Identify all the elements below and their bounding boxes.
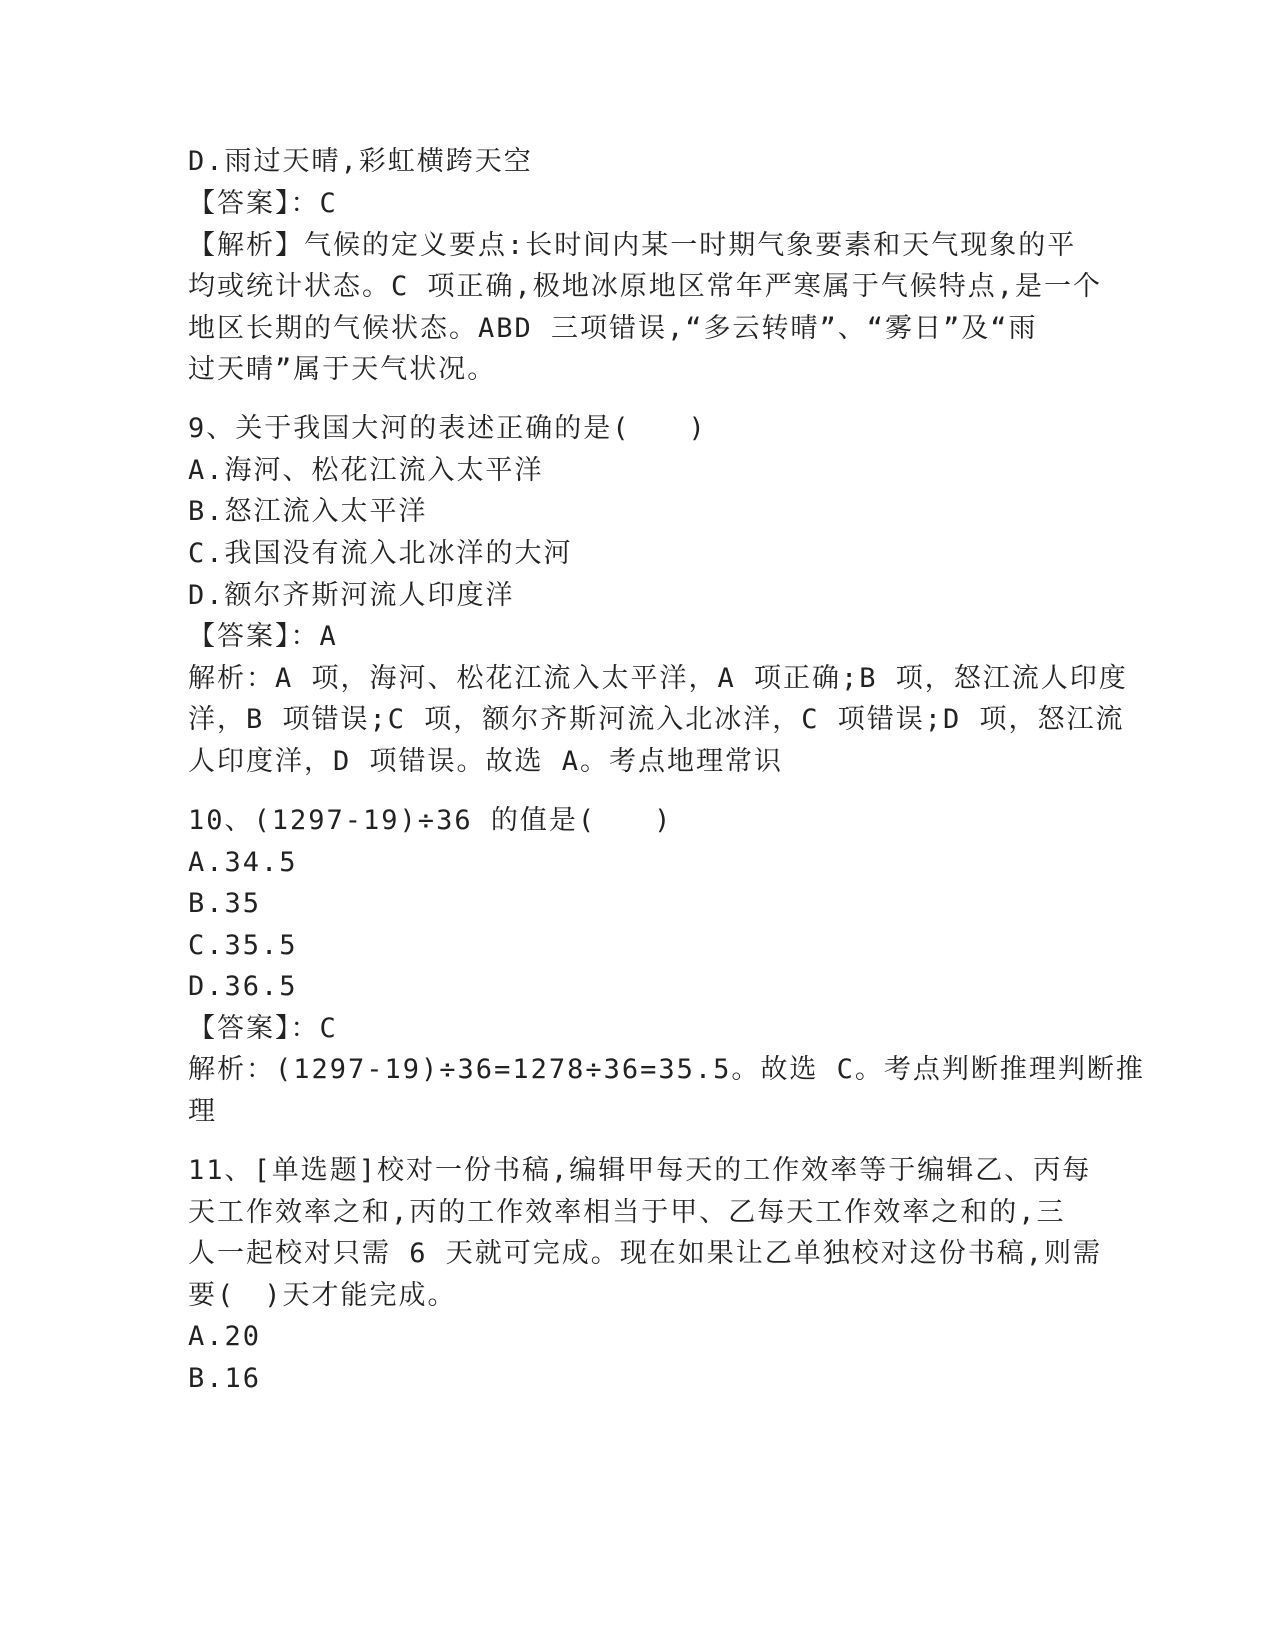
q8-explanation-line-3: 地区长期的气候状态。ABD 三项错误,“多云转晴”、“雾日”及“雨 [188, 313, 1038, 344]
q11-option-a: A.20 [188, 1321, 262, 1352]
q9-explanation-line-2: 洋，B 项错误;C 项，额尔齐斯河流入北冰洋，C 项错误;D 项，怒江流 [188, 704, 1125, 735]
q11-stem-line-1: 11、[单选题]校对一份书稿,编辑甲每天的工作效率等于编辑乙、丙每 [188, 1155, 1092, 1186]
q10-option-d: D.36.5 [188, 971, 298, 1002]
q9-stem: 9、关于我国大河的表述正确的是( ) [188, 413, 707, 444]
q10-option-b: B.35 [188, 888, 262, 919]
q10-option-c: C.35.5 [188, 930, 298, 961]
q10-explanation-line-2: 理 [188, 1096, 217, 1127]
q11-stem-line-4: 要( )天才能完成。 [188, 1280, 457, 1311]
q9-explanation-line-3: 人印度洋，D 项错误。故选 A。考点地理常识 [188, 746, 784, 777]
q10-answer: 【答案】：C [188, 1013, 338, 1044]
q8-explanation-line-2: 均或统计状态。C 项正确,极地冰原地区常年严寒属于气候特点,是一个 [188, 271, 1103, 302]
q9-explanation-line-1: 解析：A 项，海河、松花江流入太平洋，A 项正确;B 项，怒江流人印度 [188, 663, 1128, 694]
q10-option-a: A.34.5 [188, 847, 298, 878]
q9-option-d: D.额尔齐斯河流人印度洋 [188, 580, 515, 611]
q11-stem-line-2: 天工作效率之和,丙的工作效率相当于甲、乙每天工作效率之和的,三 [188, 1197, 1066, 1228]
q8-explanation-line-4: 过天晴”属于天气状况。 [188, 354, 497, 385]
q10-stem: 10、(1297-19)÷36 的值是( ) [188, 805, 673, 836]
q8-option-d: D.雨过天晴,彩虹横跨天空 [188, 146, 533, 177]
q11-option-b: B.16 [188, 1363, 262, 1394]
q8-answer: 【答案】：C [188, 188, 338, 219]
q10-explanation-line-1: 解析：(1297-19)÷36=1278÷36=35.5。故选 C。考点判断推理判断推 [188, 1054, 1145, 1085]
q11-stem-line-3: 人一起校对只需 6 天就可完成。现在如果让乙单独校对这份书稿,则需 [188, 1238, 1103, 1269]
q9-answer: 【答案】：A [188, 621, 338, 652]
q8-explanation-line-1: 【解析】气候的定义要点:长时间内某一时期气象要素和天气现象的平 [188, 230, 1077, 261]
q9-option-a: A.海河、松花江流入太平洋 [188, 455, 544, 486]
q9-option-b: B.怒江流入太平洋 [188, 496, 428, 527]
q9-option-c: C.我国没有流入北冰洋的大河 [188, 538, 573, 569]
